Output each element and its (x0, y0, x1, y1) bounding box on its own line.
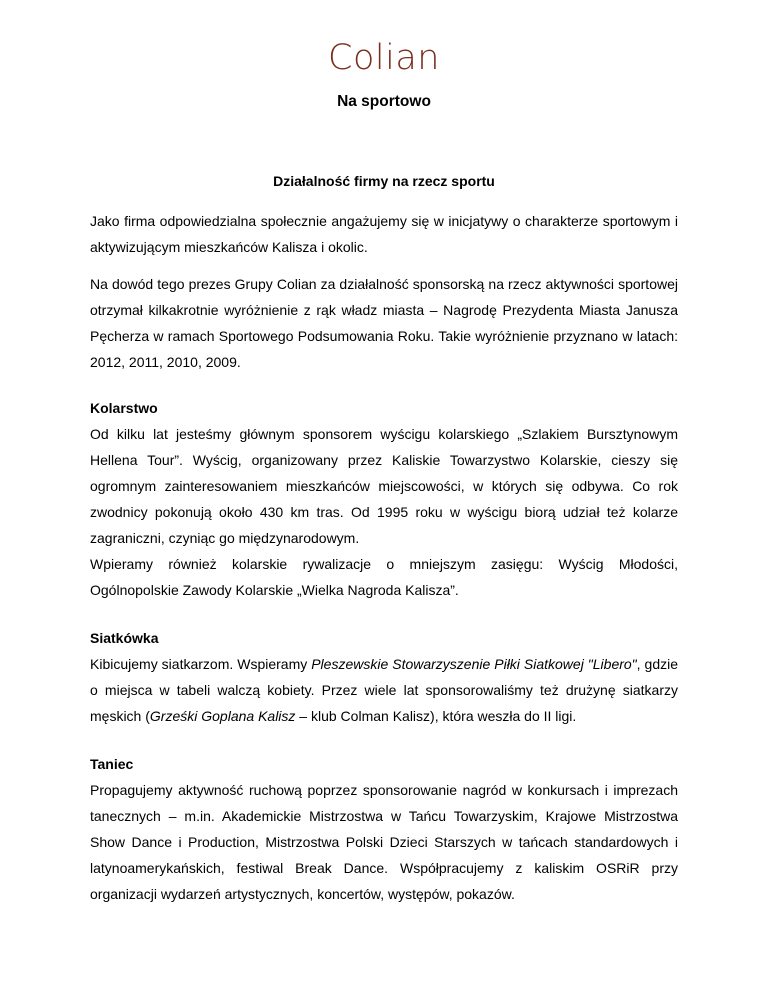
section-dance (90, 751, 678, 907)
document-subtitle: Działalność firmy na rzecz sportu (273, 173, 495, 189)
section-heading-cycling: Kolarstwo (90, 400, 158, 416)
section-cycling (90, 395, 678, 603)
volleyball-club-libero: Pleszewskie Stowarzyszenie Piłki Siatkowej "Libero" (311, 656, 637, 672)
section-heading-volleyball: Siatkówka (90, 630, 159, 646)
section-heading-dance: Taniec (90, 756, 134, 772)
cycling-paragraph-1: Od kilku lat jesteśmy głównym sponsorem wyścigu kolarskiego „Szlakiem Bursztynowym Hellena Tour”. Wyścig, organizowany przez Kaliskie Towarzystwo Kolarskie, cieszy się ogromnym zainteresowaniem mieszkańców miejscowości, w których się odbywa. Co rok zwodnicy pokonują około 430 km tras. Od 1995 roku w wyścigu biorą udział też kolarze zagraniczni, czyniąc go międzynarodowym. (90, 426, 678, 546)
volleyball-text-b: , gdzie o miejsca w tabeli walczą kobiety. Przez wiele lat sponsorowaliśmy też drużynę siatkarzy męskich ( (90, 656, 678, 724)
volleyball-club-grzeski: Grześki Goplana Kalisz (149, 708, 296, 724)
intro-paragraph-2: Na dowód tego prezes Grupy Colian za działalność sponsorską na rzecz aktywności sportowej otrzymał kilkakrotnie wyróżnienie z rąk władz miasta – Nagrodę Prezydenta Miasta Janusza Pęcherza w ramach Sportowego Podsumowania Roku. Takie wyróżnienie przyznano w latach: 2012, 2011, 2010, 2009. (90, 276, 678, 370)
document-body (90, 168, 678, 907)
dance-paragraph: Propagujemy aktywność ruchową poprzez sponsorowanie nagród w konkursach i imprezach tanecznych – m.in. Akademickie Mistrzostwa w Tańcu Towarzyskim, Krajowe Mistrzostwa Show Dance i Production, Mistrzostwa Polski Dzieci Starszych w tańcach standardowych i latynoamerykańskich, festiwal Break Dance. Współpracujemy z kaliskim OSRiR przy organizacji wydarzeń artystycznych, koncertów, występów, pokazów. (90, 782, 678, 902)
volleyball-paragraph (90, 651, 678, 729)
page-title: Na sportowo (337, 93, 431, 110)
volleyball-text-c: – klub Colman Kalisz), która weszła do II ligi. (295, 708, 577, 724)
cycling-paragraph-2-line-1: Wpieramy również kolarskie rywalizacje o mniejszym zasięgu: Wyścig Młodości, (90, 556, 678, 572)
volleyball-text-a: Kibicujemy siatkarzom. Wspieramy (90, 656, 312, 672)
section-volleyball (90, 625, 678, 729)
colian-logo: Colian (328, 38, 440, 78)
cycling-paragraph-2-line-2: Ogólnopolskie Zawody Kolarskie „Wielka Nagroda Kalisza”. (90, 582, 459, 598)
intro-paragraph-1: Jako firma odpowiedzialna społecznie angażujemy się w inicjatywy o charakterze sportowym i aktywizującym mieszkańców Kalisza i okolic. (90, 213, 678, 255)
